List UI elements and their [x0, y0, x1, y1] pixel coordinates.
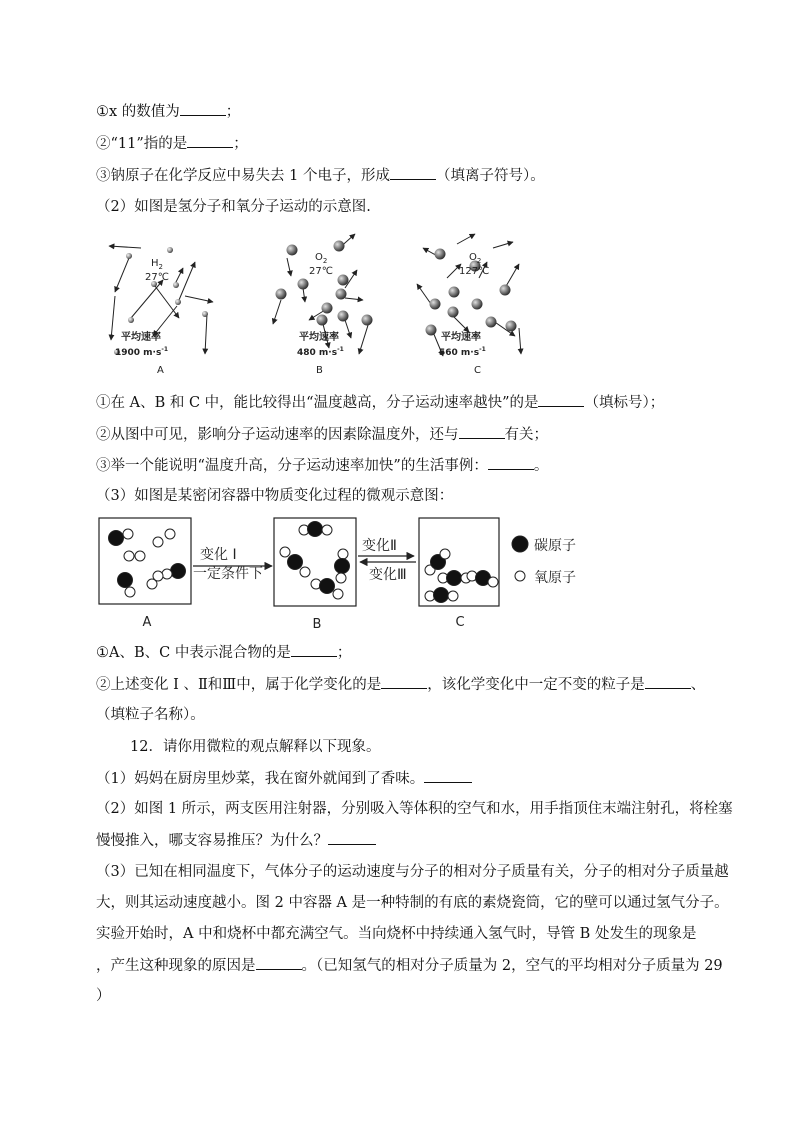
box-b-label: B [312, 617, 322, 632]
q11-3-item2-line2: （填粒子名称）。 [96, 707, 205, 723]
q12-p3-line4: ，产生这种现象的原因是 。（已知氢气的相对分子质量为 2，空气的平均相对分子质量为 29 [96, 955, 723, 976]
q11-2-item2: ②从图中可见，影响分子运动速率的因素除温度外，还与 有关； [96, 424, 548, 445]
reaction-diagram [96, 514, 616, 634]
answer-blank[interactable] [645, 674, 691, 689]
q12-p3-line1: （3）已知在相同温度下，气体分子的运动速度与分子的相对分子质量有关，分子的相对分子质量越 [96, 864, 729, 880]
q12-title: 12．请你用微粒的观点解释以下现象。 [130, 739, 381, 755]
box-a-label: A [142, 615, 152, 630]
svg-text:O2: $O_2$ [315, 252, 328, 265]
answer-blank[interactable] [256, 955, 302, 970]
box-b-molecules [280, 522, 350, 600]
answer-blank[interactable] [390, 165, 436, 180]
panel-b-speed-label: 平均速率 [299, 332, 339, 343]
panel-b-label: B [316, 365, 323, 376]
answer-blank[interactable] [488, 455, 534, 470]
answer-blank[interactable] [291, 642, 337, 657]
answer-blank[interactable] [180, 101, 226, 116]
box-c-molecules [425, 549, 498, 603]
q12-p3-line3: 实验开始时，A 中和烧杯中都充满空气。当向烧杯中持续通入氢气时，导管 B 处发生的现象是 [96, 926, 697, 942]
panel-a-label: A [157, 365, 164, 376]
molecule-motion-figure [95, 228, 555, 378]
legend-oxygen: 氧原子 [534, 570, 576, 586]
change2-label: 变化Ⅱ [362, 538, 397, 554]
q12-p2-line2: 慢慢推入，哪支容易推压？为什么？ [96, 830, 376, 851]
answer-blank[interactable] [187, 133, 233, 148]
panel-c-speed: 560 $m\cdot s^{-1}$ [439, 346, 486, 358]
q11-2-item1: ①在 A、B 和 C 中，能比较得出“温度越高，分子运动速率越快”的是 （填标号）； [96, 392, 664, 413]
q11-1-item3: ③钠原子在化学反应中易失去 1 个电子，形成 （填离子符号）。 [96, 165, 545, 186]
q11-3-intro: （3）如图是某密闭容器中物质变化过程的微观示意图： [96, 488, 454, 504]
q11-2-item3: ③举一个能说明“温度升高，分子运动速率加快”的生活事例： 。 [96, 455, 548, 476]
box-a-molecules [109, 529, 186, 597]
panel-a-speed-label: 平均速率 [121, 332, 161, 343]
answer-blank[interactable] [459, 424, 505, 439]
q11-2-intro: （2）如图是氢分子和氧分子运动的示意图. [96, 199, 371, 215]
legend-carbon: 碳原子 [534, 538, 576, 554]
change3-label: 变化Ⅲ [369, 567, 407, 583]
svg-text:H2: $H_2$ [151, 258, 163, 271]
q12-p3-line2: 大，则其运动速度越小。图 2 中容器 A 是一种特制的有底的素烧瓷筒，它的壁可以通过氢气分子。 [96, 895, 729, 911]
q12-p2-line1: （2）如图 1 所示，两支医用注射器，分别吸入等体积的空气和水，用手指顶住末端注射孔，将栓塞 [96, 801, 733, 817]
legend-oxygen-swatch [515, 571, 525, 581]
panel-c-speed-label: 平均速率 [441, 332, 481, 343]
svg-text:O2: $O_2$ [469, 252, 482, 265]
answer-blank[interactable] [328, 830, 376, 845]
legend-carbon-swatch [512, 536, 528, 552]
q11-3-item2: ②上述变化 I 、Ⅱ和Ⅲ中，属于化学变化的是 ，该化学变化中一定不变的粒子是 、 [96, 674, 705, 695]
q12-p3-line5: ） [96, 988, 111, 1004]
answer-blank[interactable] [381, 674, 427, 689]
answer-blank[interactable] [424, 768, 472, 783]
answer-blank[interactable] [538, 392, 584, 407]
q11-1-item1: ①x 的数值为 ； [96, 101, 240, 122]
change1-condition: 一定条件下 [193, 566, 263, 582]
panel-a-speed: 1900 $m\cdot s^{-1}$ [115, 346, 169, 358]
panel-c-temp: 127℃ [459, 266, 490, 277]
panel-b-speed: 480 $m\cdot s^{-1}$ [297, 346, 344, 358]
panel-a-temp: 27℃ [145, 272, 169, 283]
q11-3-item1: ①A、B、C 中表示混合物的是 ； [96, 642, 351, 663]
q12-p1: （1）妈妈在厨房里炒菜，我在窗外就闻到了香味。 [96, 768, 472, 789]
panel-c-label: C [474, 365, 481, 376]
change1-label: 变化 I [200, 547, 237, 563]
panel-b-temp: 27℃ [309, 266, 333, 277]
box-c-label: C [455, 615, 465, 630]
q11-1-item2: ②“11”指的是 ； [96, 133, 248, 154]
